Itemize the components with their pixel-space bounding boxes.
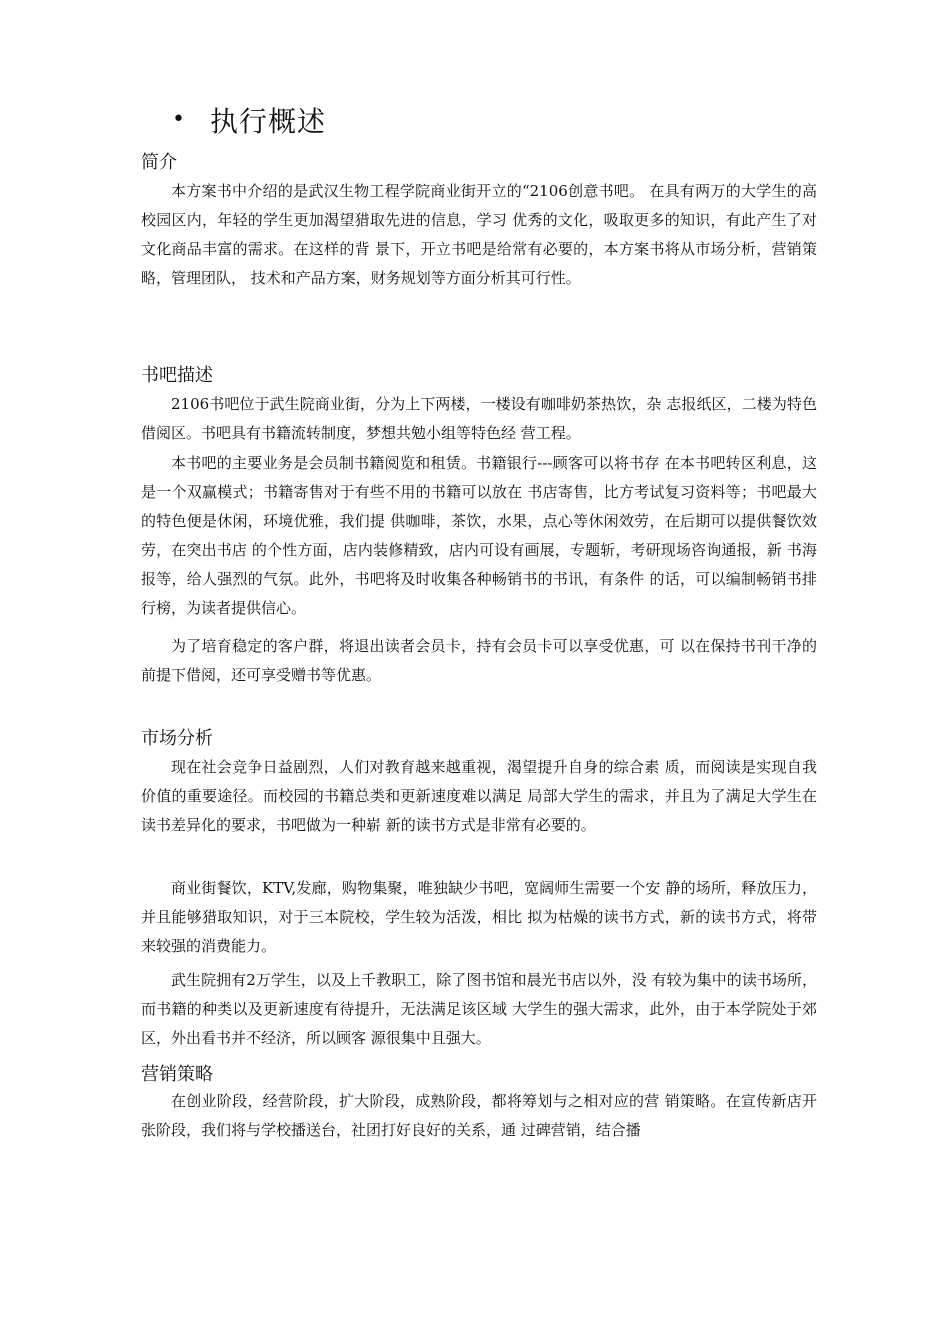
intro-paragraph-1: 本方案书中介绍的是武汉生物工程学院商业街开立的“2106创意书吧。 在具有两万的大学生的高校园区内，年轻的学生更加渴望猎取先进的信息，学习 优秀的文化，吸取更多的知识，有此产生了对文化商品丰富的需求。在这样的背 景下，开立书吧是给常有必要的，本方案书将从市场分析，营销策略，管理团队， 技术和产品方案，财务规划等方面分析其可行性。 <box>141 182 817 287</box>
section-heading-description: 书吧描述 <box>141 365 213 386</box>
bullet-icon: • <box>172 107 185 132</box>
description-paragraph-2: 本书吧的主要业务是会员制书籍阅览和租赁。书籍银行---顾客可以将书存 在本书吧转区利息，这是一个双赢模式；书籍寄售对于有些不用的书籍可以放在 书店寄售，比方考试复习资料等；书吧最大的特色便是休闲，环境优雅，我们提 供咖啡，茶饮，水果，点心等休闲效劳，在后期可以提供餐饮效劳，在突出书店 的个性方面，店内装修精致，店内可设有画展，专题斩，考研现场咨询通报，新 书海报等，给人强烈的气氛。此外，书吧将及时收集各种畅销书的书讯，有条件 的话，可以编制畅销书排行榜，为读者提供信心。 <box>141 454 817 617</box>
market-paragraph-1: 现在社会竞争日益剧烈，人们对教育越来越重视，渴望提升自身的综合素 质，而阅读是实现自我价值的重要途径。而校园的书籍总类和更新速度难以满足 局部大学生的需求，并且为了满足大学生在读书差异化的要求，书吧做为一种崭 新的读书方式是非常有必要的。 <box>141 758 817 834</box>
marketing-paragraph-1: 在创业阶段，经营阶段，扩大阶段，成熟阶段，都将筹划与之相对应的营 销策略。在宣传新店开张阶段，我们将与学校播送台，社团打好良好的关系，通 过碑营销，结合播 <box>141 1092 817 1139</box>
description-paragraph-1: 2106书吧位于武生院商业街，分为上下两楼，一楼设有咖啡奶茶热饮，杂 志报纸区，二楼为特色借阅区。书吧具有书籍流转制度，梦想共勉小组等特色经 营工程。 <box>141 395 817 442</box>
section-heading-intro: 简介 <box>141 152 177 173</box>
market-paragraph-2: 商业街餐饮，KTV,发廊，购物集聚，唯独缺少书吧，宽阔师生需要一个安 静的场所，释放压力，并且能够猎取知识，对于三本院校，学生较为活泼，相比 拟为枯燥的读书方式，新的读书方式，将带来较强的消费能力。 <box>141 879 817 955</box>
market-paragraph-3: 武生院拥有2万学生，以及上千教职工，除了图书馆和晨光书店以外，没 有较为集中的读书场所，而书籍的种类以及更新速度有待提升，无法满足该区域 大学生的强大需求，此外，由于本学院处于郊区，外出看书并不经济，所以顾客 源很集中且强大。 <box>141 971 817 1047</box>
page-title: 执行概述 <box>210 105 327 138</box>
title-row <box>172 100 326 140</box>
section-heading-market: 市场分析 <box>141 728 213 749</box>
section-heading-marketing: 营销策略 <box>141 1064 213 1085</box>
description-paragraph-3: 为了培育稳定的客户群，将退出读者会员卡，持有会员卡可以享受优惠，可 以在保持书刊干净的前提下借阅，还可享受赠书等优惠。 <box>141 637 817 684</box>
